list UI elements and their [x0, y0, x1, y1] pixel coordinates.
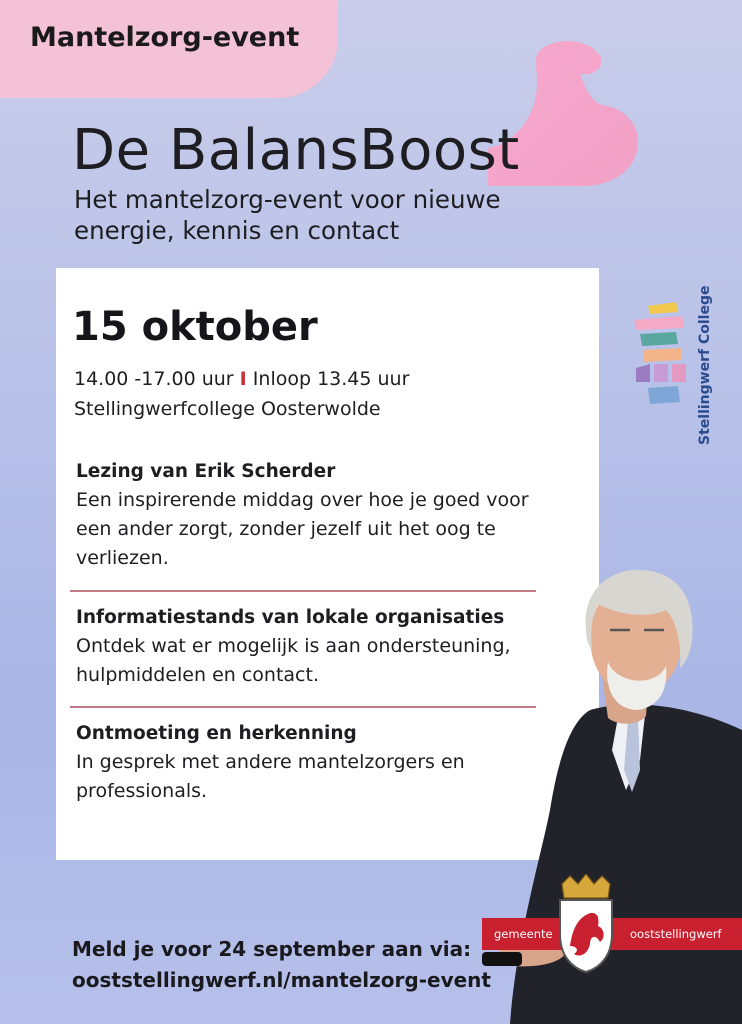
event-venue: Stellingwerfcollege Oosterwolde [74, 398, 381, 420]
page-subtitle: Het mantelzorg-event voor nieuwe energie, kennis en contact [74, 185, 501, 245]
time-separator: I [239, 368, 247, 390]
section-body: Ontdek wat er mogelijk is aan ondersteuning, hulpmiddelen en contact. [76, 635, 511, 686]
event-date: 15 oktober [72, 304, 318, 350]
municipality-logo [482, 874, 742, 974]
section-body: In gesprek met andere mantelzorgers en professionals. [76, 751, 465, 802]
divider [70, 706, 536, 708]
divider [70, 590, 536, 592]
page-title: De BalansBoost [72, 118, 520, 183]
college-name: Stellingwerf College [697, 285, 713, 445]
section-lecture [76, 458, 536, 573]
municipality-label-right: ooststellingwerf [630, 927, 722, 941]
section-title: Ontmoeting en herkenning [76, 723, 357, 744]
event-time: 14.00 -17.00 uur [74, 368, 234, 390]
municipality-crest-icon [554, 874, 618, 974]
college-logo-icon [632, 298, 690, 410]
event-time-line [74, 368, 409, 390]
section-title: Lezing van Erik Scherder [76, 461, 336, 482]
section-title: Informatiestands van lokale organisaties [76, 607, 505, 628]
event-type-tag [0, 0, 338, 98]
cta-line: Meld je voor 24 september aan via: [72, 937, 472, 961]
section-info-stands [76, 604, 536, 690]
section-body: Een inspirerende middag over hoe je goed voor een ander zorgt, zonder jezelf uit het oog te verliezen. [76, 489, 529, 569]
call-to-action [72, 934, 492, 996]
event-walk-in: Inloop 13.45 uur [252, 368, 410, 390]
event-type-label: Mantelzorg-event [30, 22, 300, 53]
registration-link[interactable]: ooststellingwerf.nl/mantelzorg-event [72, 968, 491, 992]
municipality-label-left: gemeente [494, 927, 553, 941]
section-meeting [76, 720, 536, 806]
